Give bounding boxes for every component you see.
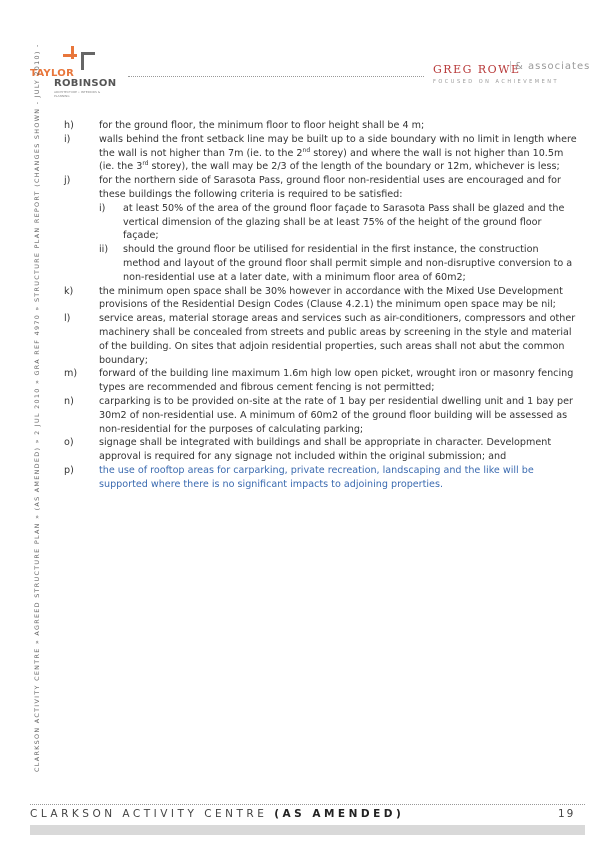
list-item [64, 119, 578, 133]
item-marker: m) [64, 368, 78, 380]
item-marker: n) [64, 395, 74, 407]
logo-taylor-text: TAYLOR [30, 68, 75, 79]
page-number: 19 [558, 808, 576, 820]
item-text: the minimum open space shall be 30% however in accordance with the Mixed Use Development provisions of the Residential Design Codes (Clause 4.2.1) the minimum open space may be nil; [99, 285, 563, 311]
item-text: carparking is to be provided on-site at the rate of 1 bay per residential dwelling unit and 1 bay per 30m2 of non-residential use. A minimum of 60m2 of the ground floor building will be assessed as non-residential for the purposes of calculating parking; [99, 395, 573, 435]
footer-title: CLARKSON ACTIVITY CENTRE (AS AMENDED) [30, 808, 405, 820]
greg-rowe-name: GREG ROWE [433, 63, 521, 76]
item-text: forward of the building line maximum 1.6m high low open picket, wrought iron or masonry fencing types are recommended and fibrous cement fencing is not permitted; [99, 368, 574, 394]
greg-rowe-assoc: & associates [510, 61, 590, 72]
list-item [64, 367, 578, 395]
item-text: service areas, material storage areas and services such as air-conditioners, compressors and other machinery shall be concealed from streets and public areas by screening in the style and material of the building. On sites that adjoin residential properties, such areas shall not abut the common boundary; [99, 313, 576, 366]
item-marker: h) [64, 120, 74, 131]
header-divider [128, 76, 424, 77]
side-document-reference: CLARKSON ACTIVITY CENTRE » AGREED STRUCTURE PLAN » (AS AMENDED) » 2 JUL 2010 » GRA REF 4970 » STRUCTURE PLAN REPORT (CHANGES SHOWN - JULY 2010) - [33, 43, 41, 772]
taylor-robinson-logo [30, 42, 140, 98]
sub-item-text: should the ground floor be utilised for residential in the first instance, the construction method and layout of the ground floor shall permit simple and non-disruptive conversion to a non-residential use at a later date, with a minimum floor area of 60m2; [123, 244, 573, 283]
sub-item-marker: ii) [99, 244, 109, 256]
greg-rowe-tagline: FOCUSED ON ACHIEVEMENT [433, 79, 560, 85]
item-text: walls behind the front setback line may be built up to a side boundary with no limit in length where the wall is not higher than 7m (ie. to the 2nd storey) and where the wall is not higher than 10.5m (ie. the 3rd storey), the wall may be 2/3 of the length of the boundary or 12m, whichever is less; [99, 133, 577, 173]
sub-item-text: at least 50% of the area of the ground floor façade to Sarasota Pass shall be glazed and the vertical dimension of the glazing shall be at least 75% of the height of the ground floor façade; [123, 202, 565, 242]
list-item [64, 174, 578, 284]
logo-subtext: ARCHITECTURE • INTERIORS & PLANNING [54, 90, 101, 98]
item-text: signage shall be integrated with buildings and shall be appropriate in character. Development approval is required for any signage not included within the original submission; and [99, 437, 552, 463]
logo-robinson-text: ROBINSON [54, 78, 117, 89]
list-item [64, 436, 578, 464]
item-marker: i) [64, 133, 71, 145]
item-text-changed: the use of rooftop areas for carparking, private recreation, landscaping and the like will be supported where there is no significant impacts to adjoining properties. [99, 464, 534, 490]
sub-list-item [99, 202, 578, 243]
list-item [64, 285, 578, 313]
list-item [64, 395, 578, 436]
list-item [64, 133, 578, 174]
item-marker: p) [64, 464, 74, 476]
list-item [64, 312, 578, 367]
item-text: for the northern side of Sarasota Pass, ground floor non-residential uses are encouraged and for these buildings the following criteria is required to be satisfied: [99, 175, 561, 200]
list-item-changed [64, 464, 578, 492]
item-marker: o) [64, 437, 74, 449]
item-text: for the ground floor, the minimum floor to floor height shall be 4 m; [99, 120, 425, 131]
item-marker: j) [64, 175, 71, 187]
item-marker: l) [64, 313, 71, 325]
item-marker: k) [64, 285, 74, 297]
footer-bar [30, 825, 585, 835]
sub-item-marker: i) [99, 202, 106, 214]
sub-list-item [99, 243, 578, 284]
clause-list [64, 119, 578, 492]
footer-divider [30, 804, 585, 805]
